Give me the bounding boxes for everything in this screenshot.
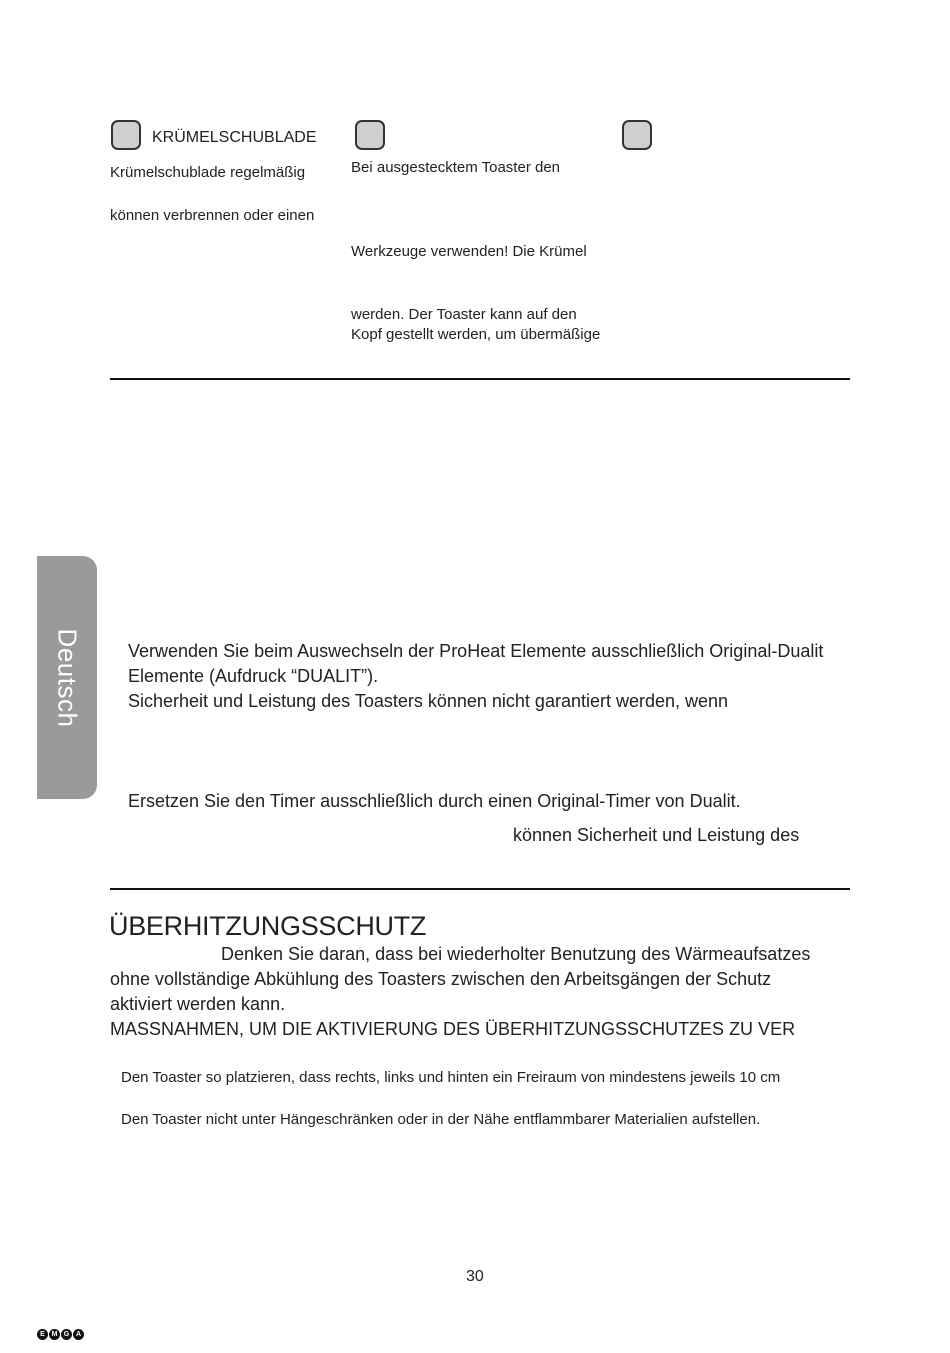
overheat-line-1: Denken Sie daran, dass bei wiederholter Benutzung des Wärmeaufsatzes xyxy=(221,944,811,964)
divider-top xyxy=(110,378,850,380)
overheat-bullet-1: Den Toaster so platzieren, dass rechts, links und hinten ein Freiraum von mindestens jeweils 10 cm xyxy=(121,1069,781,1086)
replacement-line-5: können Sicherheit und Leistung des xyxy=(513,825,800,845)
divider-bottom xyxy=(110,888,850,890)
crumb-tray-col2-line2: Werkzeuge verwenden! Die Krümel xyxy=(351,243,587,260)
replacement-line-2: Elemente (Aufdruck “DUALIT”). xyxy=(128,666,379,686)
replacement-line-4: Ersetzen Sie den Timer ausschließlich durch einen Original-Timer von Dualit. xyxy=(128,791,741,811)
replacement-line-3: Sicherheit und Leistung des Toasters können nicht garantiert werden, wenn xyxy=(128,691,729,711)
emga-logo xyxy=(37,1329,84,1340)
step-badge-3 xyxy=(622,120,652,150)
overheat-bullet-2: Den Toaster nicht unter Hängeschränken oder in der Nähe entflammbarer Materialien aufstellen. xyxy=(121,1111,761,1128)
logo-letter: M xyxy=(49,1329,60,1340)
logo-letter: A xyxy=(73,1329,84,1340)
overheat-line-3: aktiviert werden kann. xyxy=(110,994,286,1014)
overheat-line-4: MASSNAHMEN, UM DIE AKTIVIERUNG DES ÜBERHITZUNGSSCHUTZES ZU VER xyxy=(110,1019,796,1039)
crumb-tray-col2-line1: Bei ausgestecktem Toaster den xyxy=(351,159,561,176)
page-number: 30 xyxy=(466,1268,484,1285)
crumb-tray-heading: KRÜMELSCHUBLADE xyxy=(152,129,317,146)
overheat-title: ÜBERHITZUNGSSCHUTZ xyxy=(109,911,427,941)
crumb-tray-col1-line2: können verbrennen oder einen xyxy=(110,207,315,224)
language-tab-label: Deutsch xyxy=(52,628,83,727)
step-badge-2 xyxy=(355,120,385,150)
crumb-tray-col1-line1: Krümelschublade regelmäßig xyxy=(110,164,306,181)
crumb-tray-col2-line4: Kopf gestellt werden, um übermäßige xyxy=(351,326,601,343)
replacement-line-1: Verwenden Sie beim Auswechseln der ProHeat Elemente ausschließlich Original-Dualit xyxy=(128,641,824,661)
logo-letter: G xyxy=(61,1329,72,1340)
overheat-line-2: ohne vollständige Abkühlung des Toasters zwischen den Arbeitsgängen der Schutz xyxy=(110,969,772,989)
crumb-tray-col2-line3: werden. Der Toaster kann auf den xyxy=(351,306,577,323)
step-badge-1 xyxy=(111,120,141,150)
logo-letter: E xyxy=(37,1329,48,1340)
language-tab xyxy=(37,556,97,799)
